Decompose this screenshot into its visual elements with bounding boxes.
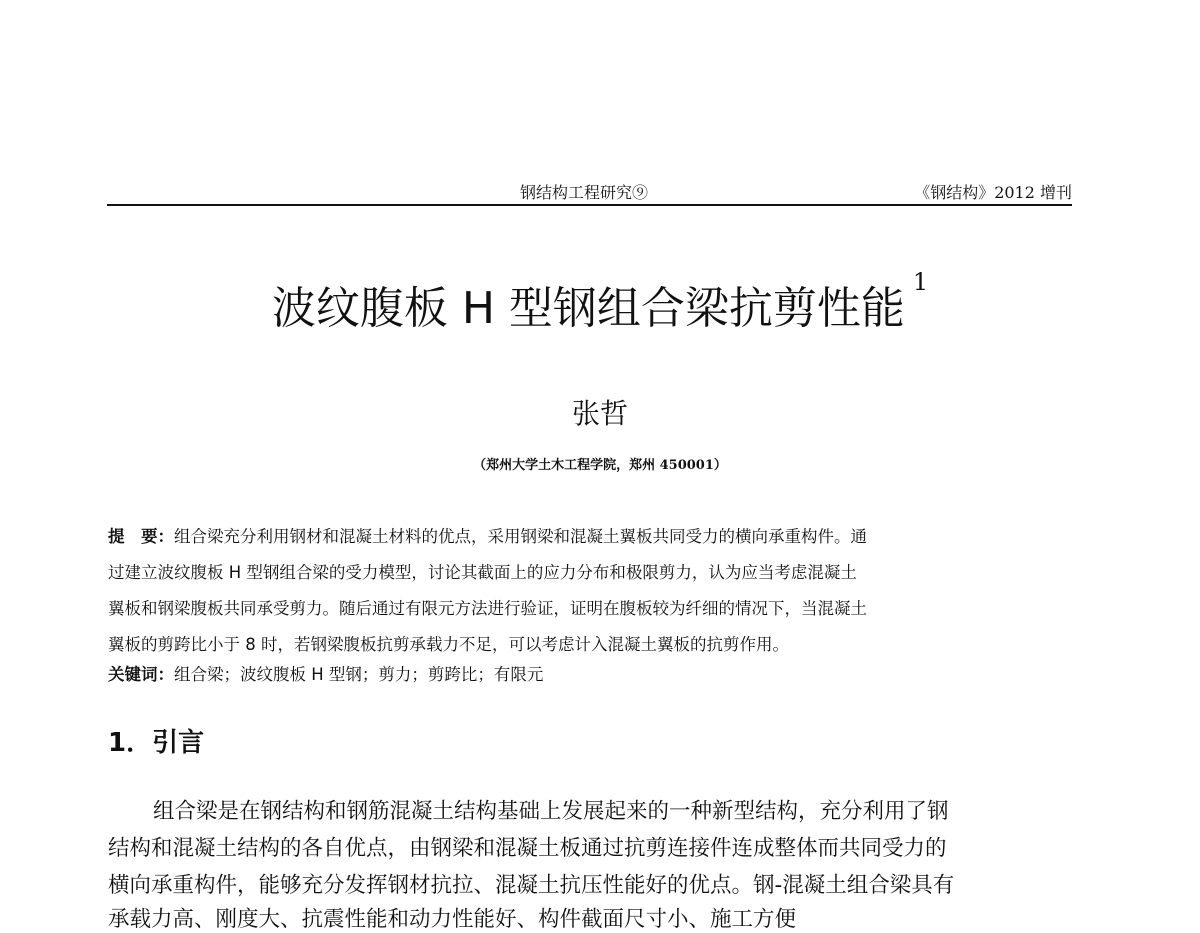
keywords-label: 关键词：	[108, 665, 174, 684]
abstract-line: 过建立波纹腹板 H 型钢组合梁的受力模型，讨论其截面上的应力分布和极限剪力，认为应当考虑混凝土	[108, 563, 857, 582]
body-line: 组合梁是在钢结构和钢筋混凝土结构基础上发展起来的一种新型结构，充分利用了钢	[153, 799, 949, 824]
running-header-series: 钢结构工程研究⑨	[520, 183, 649, 202]
paper-title	[0, 268, 1200, 336]
body-line: 结构和混凝土结构的各自优点，由钢梁和混凝土板通过抗剪连接件连成整体而共同受力的	[108, 836, 947, 861]
body-line: 横向承重构件，能够充分发挥钢材抗拉、混凝土抗压性能好的优点。钢-混凝土组合梁具有	[108, 873, 955, 898]
keywords-text: 组合梁；波纹腹板 H 型钢；剪力；剪跨比；有限元	[174, 665, 544, 684]
abstract-line	[108, 523, 1078, 547]
keywords-line	[108, 661, 1078, 685]
header-divider	[107, 204, 1072, 206]
running-header-journal: 《钢结构》2012 增刊	[914, 183, 1072, 202]
author-affiliation: （郑州大学土木工程学院，郑州 450001）	[473, 458, 727, 473]
abstract-line: 翼板的剪跨比小于 8 时，若钢梁腹板抗剪承载力不足，可以考虑计入混凝土翼板的抗剪作用。	[108, 635, 789, 654]
paper-title-text: 波纹腹板 H 型钢组合梁抗剪性能	[271, 283, 905, 334]
section-heading: 1．引言	[108, 728, 205, 758]
title-footnote-marker: 1	[912, 268, 929, 296]
body-line: 承载力高、刚度大、抗震性能和动力性能好、构件截面尺寸小、施工方便	[108, 907, 797, 932]
abstract-line: 翼板和钢梁腹板共同承受剪力。随后通过有限元方法进行验证，证明在腹板较为纤细的情况下，当混凝土	[108, 599, 867, 618]
author-name: 张哲	[571, 397, 628, 430]
abstract-label: 提 要：	[108, 527, 174, 546]
abstract-text: 组合梁充分利用钢材和混凝土材料的优点，采用钢梁和混凝土翼板共同受力的横向承重构件。通	[174, 527, 867, 546]
